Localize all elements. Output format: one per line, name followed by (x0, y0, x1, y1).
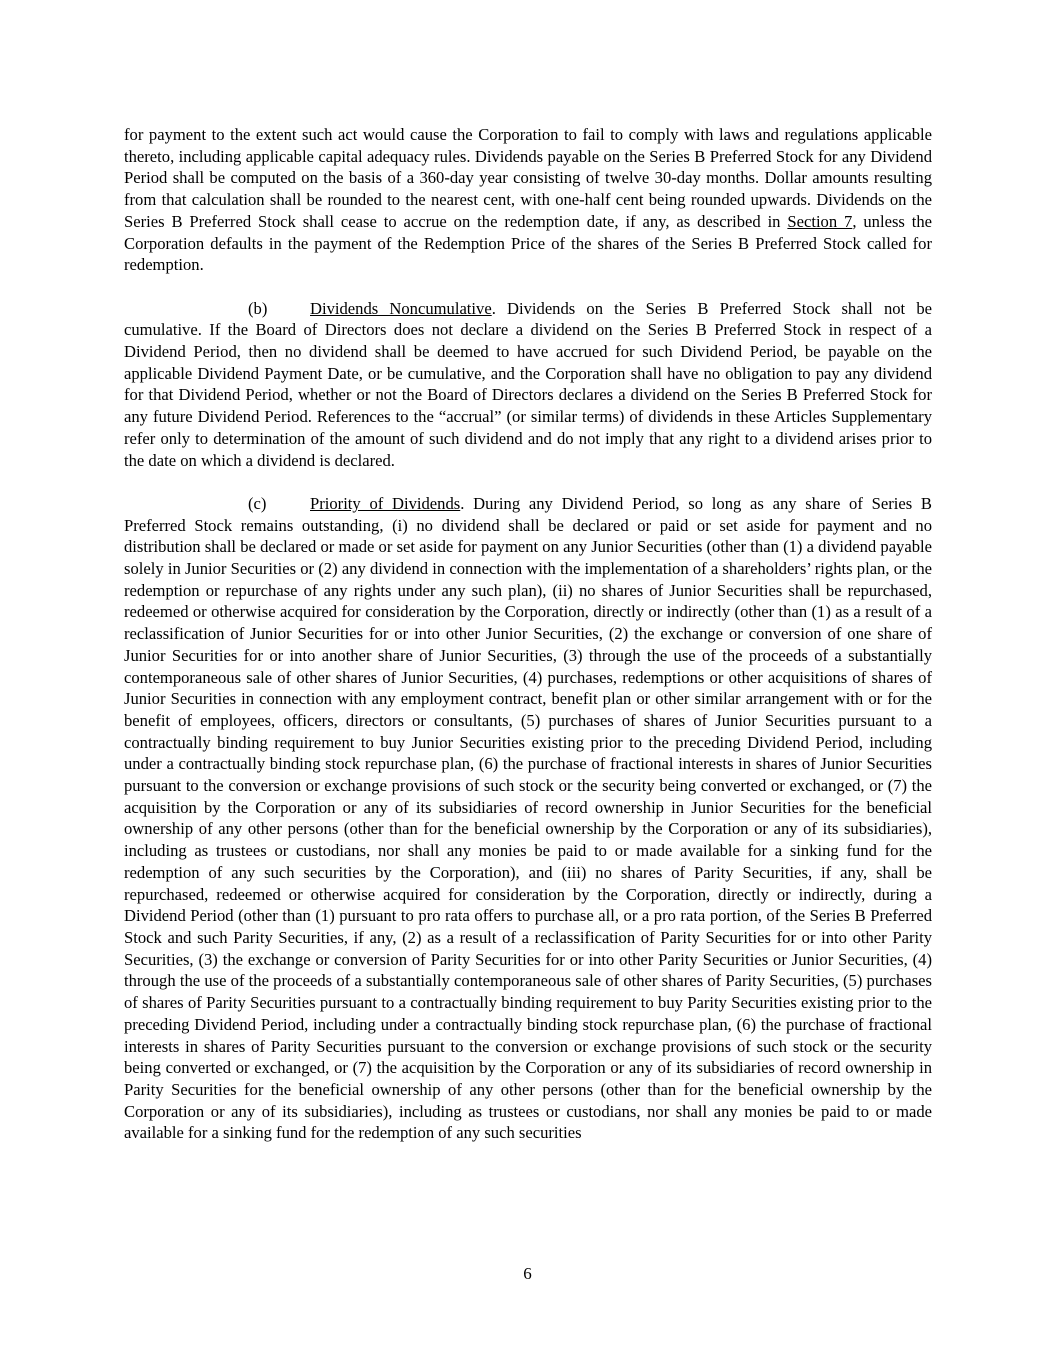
paragraph-label: (b) (248, 298, 268, 318)
paragraph-label: (c) (248, 493, 267, 513)
page-number: 6 (523, 1264, 532, 1283)
paragraph-a-continuation (124, 124, 932, 276)
paragraph-text: for payment to the extent such act would cause the Corporation to fail to comply with laws and regulations applicable thereto, including applicable capital adequacy rules. Dividends payable on the Series B Preferred Stock for any Dividend Period shall be computed on the basis of a 360-day year consisting of twelve 30-day months. Dollar amounts resulting from that calculation shall be rounded to the nearest cent, with one-half cent being rounded upwards. Dividends on the Series B Preferred Stock shall cease to accrue on the redemption date, if any, as described in (124, 125, 932, 231)
paragraph-b (124, 298, 932, 472)
section-7-reference: Section 7 (787, 211, 853, 231)
document-page (124, 124, 932, 1144)
paragraph-text: . During any Dividend Period, so long as any share of Series B Preferred Stock remains outstanding, (i) no dividend shall be declared or paid or set aside for payment and no distribution shall be declared or made or set aside for payment on any Junior Securities (other than (1) a dividend payable solely in Junior Securities or (2) any dividend in connection with the implementation of a shareholders’ rights plan, or the redemption or repurchase of any rights under any such plan), (ii) no shares of Junior Securities shall be repurchased, redeemed or otherwise acquired for consideration by the Corporation, directly or indirectly (other than (1) as a result of a reclassification of Junior Securities for or into other Junior Securities, (2) the exchange or conversion of one share of Junior Securities for or into another share of Junior Securities, (3) through the use of the proceeds of a substantially contemporaneous sale of other shares of Junior Securities, (4) purchases, redemptions or other acquisitions of shares of Junior Securities in connection with any employment contract, benefit plan or other similar arrangement with or for the benefit of employees, officers, directors or consultants, (5) purchases of shares of Junior Securities pursuant to a contractually binding requirement to buy Junior Securities existing prior to the preceding Dividend Period, including under a contractually binding stock repurchase plan, (6) the purchase of fractional interests in shares of Junior Securities pursuant to the conversion or exchange provisions of such stock or the security being converted or exchanged, or (7) the acquisition by the Corporation or any of its subsidiaries of record ownership in Junior Securities for the beneficial ownership of any other persons (other than for the beneficial ownership by the Corporation or any of its subsidiaries), including as trustees or custodians, nor shall any monies be paid to or made available for a sinking fund for the redemption of any such securities by the Corporation), and (iii) no shares of Parity Securities, if any, shall be repurchased, redeemed or otherwise acquired for consideration by the Corporation, directly or indirectly, during a Dividend Period (other than (1) pursuant to pro rata offers to purchase all, or a pro rata portion, of the Series B Preferred Stock and such Parity Securities, if any, (2) as a result of a reclassification of Parity Securities for or into other Parity Securities, (3) the exchange or conversion of Parity Securities for or into other Parity Securities or Junior Securities, (4) through the use of the proceeds of a substantially contemporaneous sale of other shares of Parity Securities, (5) purchases of shares of Parity Securities pursuant to a contractually binding requirement to buy Parity Securities existing prior to the preceding Dividend Period, including under a contractually binding stock repurchase plan, (6) the purchase of fractional interests in shares of Parity Securities pursuant to the conversion or exchange provisions of such stock or the security being converted or exchanged, or (7) the acquisition by the Corporation or any of its subsidiaries of record ownership in Parity Securities for the beneficial ownership of any other persons (other than for the beneficial ownership by the Corporation or any of its subsidiaries), including as trustees or custodians, nor shall any monies be paid to or made available for a sinking fund for the redemption of any such securities (124, 493, 932, 1143)
paragraph-heading: Priority of Dividends (310, 493, 461, 513)
paragraph-heading: Dividends Noncumulative (310, 298, 492, 318)
paragraph-text: , unless the Corporation defaults in the payment of the Redemption Price of the shares of the Series B Preferred Stock called for redemption. (124, 211, 933, 275)
paragraph-text: . Dividends on the Series B Preferred Stock shall not be cumulative. If the Board of Directors does not declare a dividend on the Series B Preferred Stock in respect of a Dividend Period, then no dividend shall be deemed to have accrued for such Dividend Period, be payable on the applicable Dividend Payment Date, or be cumulative, and the Corporation shall have no obligation to pay any dividend for that Dividend Period, whether or not the Board of Directors declares a dividend on the Series B Preferred Stock for any future Dividend Period. References to the “accrual” (or similar terms) of dividends in these Articles Supplementary refer only to determination of the amount of such dividend and do not imply that any right to a dividend arises prior to the date on which a dividend is declared. (124, 298, 933, 470)
paragraph-c (124, 493, 932, 1144)
